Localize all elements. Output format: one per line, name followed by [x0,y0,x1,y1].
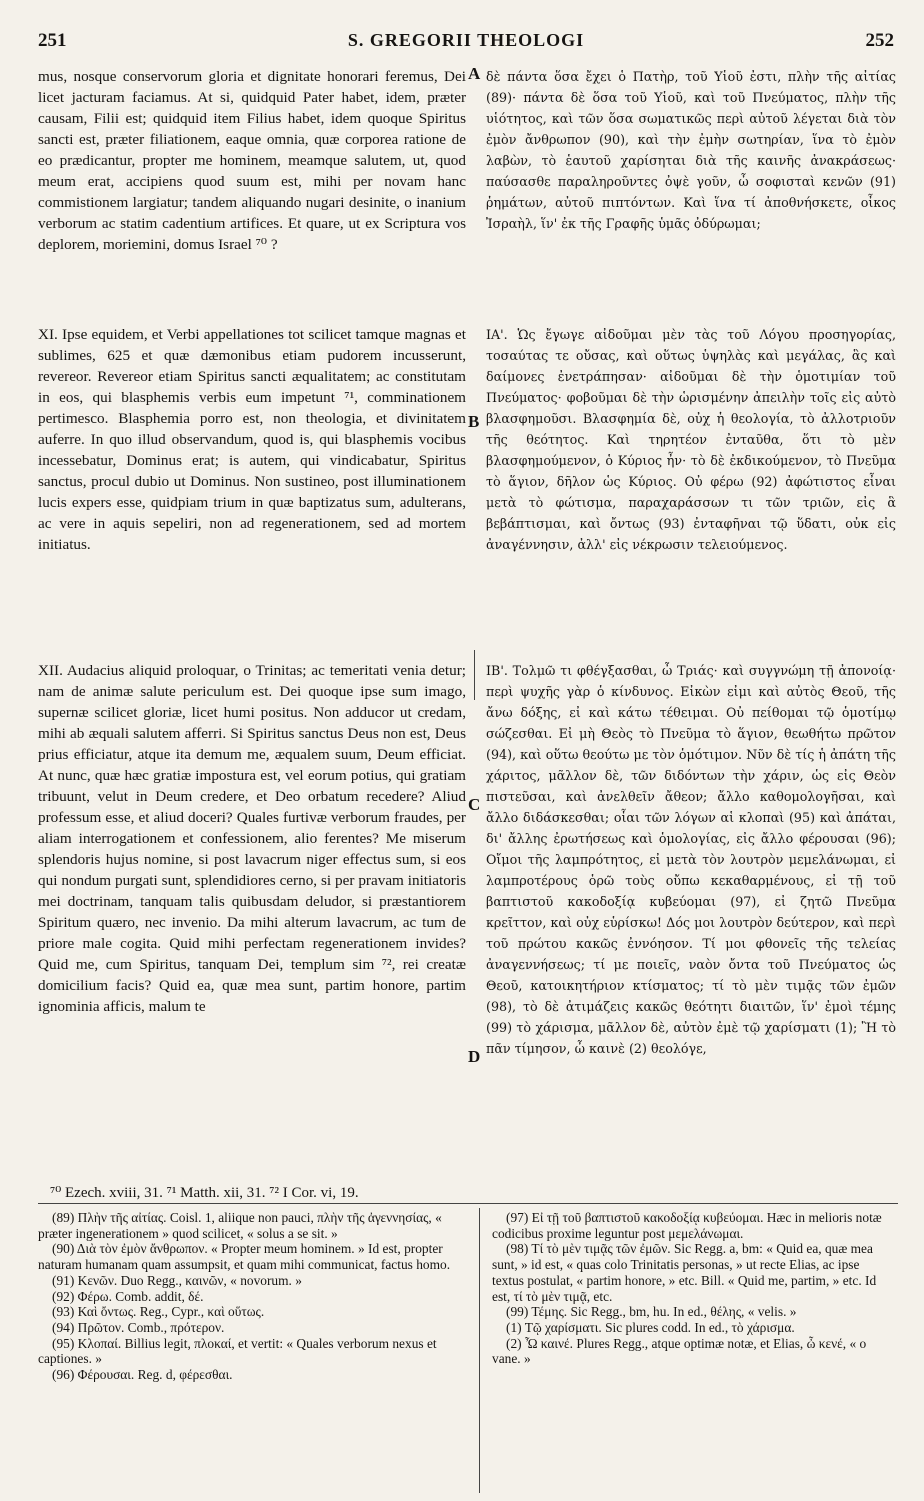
latin-paragraph: XI. Ipse equidem, et Verbi appellationes tot scilicet tamque magnas et sublimes, 625 et quæ dæmonibus etiam pudorem incusserunt, revereor. Revereor etiam Spiritus sancti æqualitatem; ac constitutam in eos, qui blasphemis verbis eum impetunt ⁷¹, comminationem pertimesco. Blasphemia porro est, non theologia, et divinitatem auferre. In quo illud observandum, quod is, qui blasphemis vocibus incessebatur, Dominus erat; is autem, qui vindicabatur, Spiritus sanctus, procul dubio ut Dominus. Non sustineo, post illuminationem lucis expers esse, quidpiam trium in quæ baptizatus sum, adulterans, ac vere in aquis sepeliri, non ad regenerationem, sed ad mortem initiatus. [38,326,466,553]
latin-column-section-1 [38,66,466,255]
greek-paragraph: ΙΑ'. Ὡς ἔγωγε αἰδοῦμαι μὲν τὰς τοῦ Λόγου προσηγορίας, τοσαύτας τε οὔσας, καὶ οὕτως ὑψηλὰς καὶ μεγάλας, ἃς καὶ δαίμονες ἐνετράπησαν· αἰδοῦμαι δὲ τὴν ὁμοτιμίαν τοῦ Πνεύματος· φοβοῦμαι δὲ τὴν ὡρισμένην ἀπειλὴν τοῖς εἰς αὐτὸ βλασφημοῦσι. Βλασφημία δὲ, οὐχ ἡ θεολογία, τὸ ἀλλοτριοῦν τῆς θεότητος. Καὶ τηρητέον ἐνταῦθα, ὅτι τὸ μὲν βλασφημούμενον, ὁ Κύριος ἦν· τὸ δὲ ἐκδικούμενον, τὸ Πνεῦμα τὸ ἅγιον, δῆλον ὡς Κύριος. Οὐ φέρω (92) ἀφώτιστος εἶναι μετὰ τὸ φώτισμα, παραχαράσσων τι τῶν τριῶν, εἰς ἃ βεβάπτισμαι, καὶ ὄντως (93) ἐνταφῆναι τῷ ὕδατι, οὐκ εἰς ἀναγέννησιν, ἀλλ' εἰς νέκρωσιν τελειούμενος. [486,327,896,552]
footnote: (91) Κενῶν. Duo Regg., καινῶν, « novorum. » [52,1272,302,1288]
footnote-rule [38,1203,898,1204]
footnotes-left [38,1210,468,1383]
greek-column-section-1 [486,66,896,234]
margin-letter-a: A [468,64,481,83]
page-number-right: 252 [865,30,894,51]
footnote: (92) Φέρω. Comb. addit, δέ. [52,1288,204,1304]
running-title: S. GREGORII THEOLOGI [347,30,585,50]
page-number-left: 251 [38,30,67,51]
footnote: (93) Καὶ ὄντως. Reg., Cypr., καὶ οὕτως. [52,1304,265,1320]
margin-letter-c: C [468,795,481,814]
footnote: (89) Πλὴν τῆς αἰτίας. Coisl. 1, aliique non pauci, πλὴν τῆς ἀγεννησίας, « præter ingenerationem » quod scilicet, « solus a se sit. » [38,1210,442,1241]
footnote: (99) Τέμης. Sic Regg., bm, hu. In ed., θέλης, « velis. » [506,1304,797,1320]
greek-column-section-2 [486,324,896,555]
scripture-references: ⁷⁰ Ezech. xviii, 31. ⁷¹ Matth. xii, 31. ⁷² I Cor. vi, 19. [50,1185,359,1201]
footnotes-right [492,1210,892,1367]
footnote: (96) Φέρουσαι. Reg. d, φέρεσθαι. [52,1367,233,1383]
latin-paragraph: mus, nosque conservorum gloria et dignitate honorari feremus, Dei licet jacturam faciamus. At si, quidquid Pater habet, idem, præter causam, Filii est; quidquid item Filius habet, idem quoque Spiritus sancti est, præter filiationem, eaque omnia, quæ corporea ratione de eo prædicantur, propter me hominem, meamque salutem, ut, quod meum erat, accipiens quod suum est, mihi per novam hanc commistionem largiatur; tandem aliquando nugari desinite, o inanium verborum ac statim cadentium artifices. Et quare, ut ex Scriptura vos deplorem, moriemini, domus Israel ⁷⁰ ? [38,68,466,253]
footnote: (97) Εἰ τῇ τοῦ βαπτιστοῦ κακοδοξίᾳ κυβεύομαι. Hæc in melioris notæ codicibus proxime leguntur post μεμελάνωμαι. [492,1210,882,1241]
footnote: (94) Πρῶτον. Comb., πρότερον. [52,1319,225,1335]
footnote: (2) Ὦ καινέ. Plures Regg., atque optimæ notæ, et Elias, ὦ κενέ, « o vane. » [492,1335,867,1367]
column-divider [474,650,475,700]
latin-paragraph: XII. Audacius aliquid proloquar, o Trinitas; ac temeritati venia detur; nam de animæ salute periculum est. Dei quoque ipse sum imago, supernæ scilicet gloriæ, licet humi positus. Non adducor ut credam, mihi ab æquali salutem afferri. Si Spiritus sanctus Deus non est, Deus prius efficiatur, atque ita demum me, æqualem suum, Deum efficiat. At nunc, quæ hæc gratiæ impostura est, vel eorum potius, qui gratiam tribuunt, velut in Deum credere, et Deo orbatum recedere? Aliud professum esse, et aliud doceri? Quales furtivæ verborum fraudes, per aliam interrogationem et confessionem, alio ferentes? Me miserum splendoris hujus nomine, si post lavacrum niger effectus sum, si eos qui nondum purgati sunt, splendidiores cerno, si per pravam initiatoris mei doctrinam, tanquam talis quibusdam deludor, si præstantiorem Spiritum quæro, nec invenio. Da mihi alterum lavacrum, ac tum de priore male cogita. Quid mihi perfectam regenerationem invides? Quid me, cum Spiritus, tanquam Dei, templum sim ⁷², rei creatæ domicilium facis? Quid ea, quæ mea sunt, partim honore, partim ignominia afficis, malum te [38,662,466,1015]
footnote: (98) Τί τὸ μὲν τιμᾷς τῶν ἐμῶν. Sic Regg. a, bm: « Quid ea, quæ mea sunt, » id est, « quas colo Trinitatis personas, » ut recte Elias, ac ipse textus postulat, « partim honore, » etc. Bill. « Quid me, partim, » etc. Id est, τί τὸ μὲν τιμᾷ, etc. [492,1241,877,1304]
running-header [38,30,894,60]
greek-paragraph: ΙΒ'. Τολμῶ τι φθέγξασθαι, ὦ Τριάς· καὶ συγγνώμη τῇ ἀπονοίᾳ· περὶ ψυχῆς γὰρ ὁ κίνδυνος. Εἰκὼν εἰμι καὶ αὐτὸς Θεοῦ, τῆς ἄνω δόξης, εἰ καὶ κάτω τέθειμαι. Οὐ πείθομαι τῷ ὁμοτίμῳ σώζεσθαι. Εἰ μὴ Θεὸς τὸ Πνεῦμα τὸ ἅγιον, θεωθήτω πρῶτον (94), καὶ οὕτω θεούτω με τὸν ὁμότιμον. Νῦν δὲ τίς ἡ ἀπάτη τῆς χάριτος, μᾶλλον δὲ, τῶν διδόντων τὴν χάριν, ὡς εἰς Θεὸν πιστεῦσαι, καὶ ἀνελθεῖν ἄθεον; ἄλλο καθομολογῆσαι, καὶ ἄλλο διδάσκεσθαι; οἷαι τῶν λόγων αἱ κλοπαὶ (95) καὶ ἀπάται, δι' ἄλλης ἐρωτήσεως καὶ ὁμολογίας, εἰς ἄλλο φέρουσαι (96); Οἴμοι τῆς λαμπρότητος, εἰ μετὰ τὸν λουτρὸν μεμελάνωμαι, εἰ λαμπροτέρους ὁρῶ τοὺς οὔπω κεκαθαρμένους, εἰ τῇ τοῦ βαπτιστοῦ κακοδοξίᾳ κυβεύομαι (97), εἰ ζητῶ Πνεῦμα κρεῖττον, καὶ οὐχ εὑρίσκω! Δός μοι λουτρὸν δεύτερον, καὶ περὶ τοῦ πρώτου κακῶς ἐννόησον. Τί μοι φθονεῖς τῆς τελείας ἀναγεννήσεως; τί με ποιεῖς, ναὸν ὄντα τοῦ Πνεύματος ὡς Θεοῦ, κατοικητήριον κτίσματος; τί τὸ μὲν τιμᾷς τῶν ἐμῶν (98), τὸ δὲ ἀτιμάζεις κακῶς θεότητι διαιτῶν, ἵν' ἐμοὶ τέμης (99) τὸ χάρισμα, μᾶλλον δὲ, αὐτὸν ἐμὲ τῷ χαρίσματι (1); Ἢ τὸ πᾶν τίμησον, ὦ καινὲ (2) θεολόγε, [486,663,896,1056]
greek-paragraph: δὲ πάντα ὅσα ἔχει ὁ Πατὴρ, τοῦ Υἱοῦ ἐστι, πλὴν τῆς αἰτίας (89)· πάντα δὲ ὅσα τοῦ Υἱοῦ, καὶ τοῦ Πνεύματος, πλὴν τῆς υἱότητος, καὶ τῶν ὅσα σωματικῶς περὶ αὐτοῦ λέγεται διὰ τὸν ἐμὸν ἄνθρωπον (90), καὶ τὴν ἐμὴν σωτηρίαν, ἵνα τὸ ἐμὸν λαβὼν, τὸ ἑαυτοῦ χαρίσηται διὰ τῆς καινῆς ἀνακράσεως· παύσασθε παραληροῦντες ὀψὲ γοῦν, ὦ σοφισταὶ κενῶν (91) ῥημάτων, αὐτοῦ πιπτόντων. Καὶ ἵνα τί ἀποθνήσκετε, οἶκος Ἰσραὴλ, ἵν' ἐκ τῆς Γραφῆς ὑμᾶς ὀδύρωμαι; [486,69,896,231]
latin-column-section-3 [38,660,466,1017]
footnote-divider [479,1208,480,1493]
footnote: (90) Διὰ τὸν ἐμὸν ἄνθρωπον. « Propter meum hominem. » Id est, propter naturam humanam quam assumpsit, et quam mihi communicat, factus homo. [38,1241,451,1273]
latin-column-section-2 [38,324,466,555]
greek-column-section-3 [486,660,896,1059]
footnote: (95) Κλοπαί. Billius legit, πλοκαί, et vertit: « Quales verborum nexus et captiones. » [38,1335,437,1367]
margin-letter-d: D [468,1047,481,1066]
margin-letter-b: B [468,412,480,431]
footnote: (1) Τῷ χαρίσματι. Sic plures codd. In ed., τὸ χάρισμα. [506,1319,795,1335]
